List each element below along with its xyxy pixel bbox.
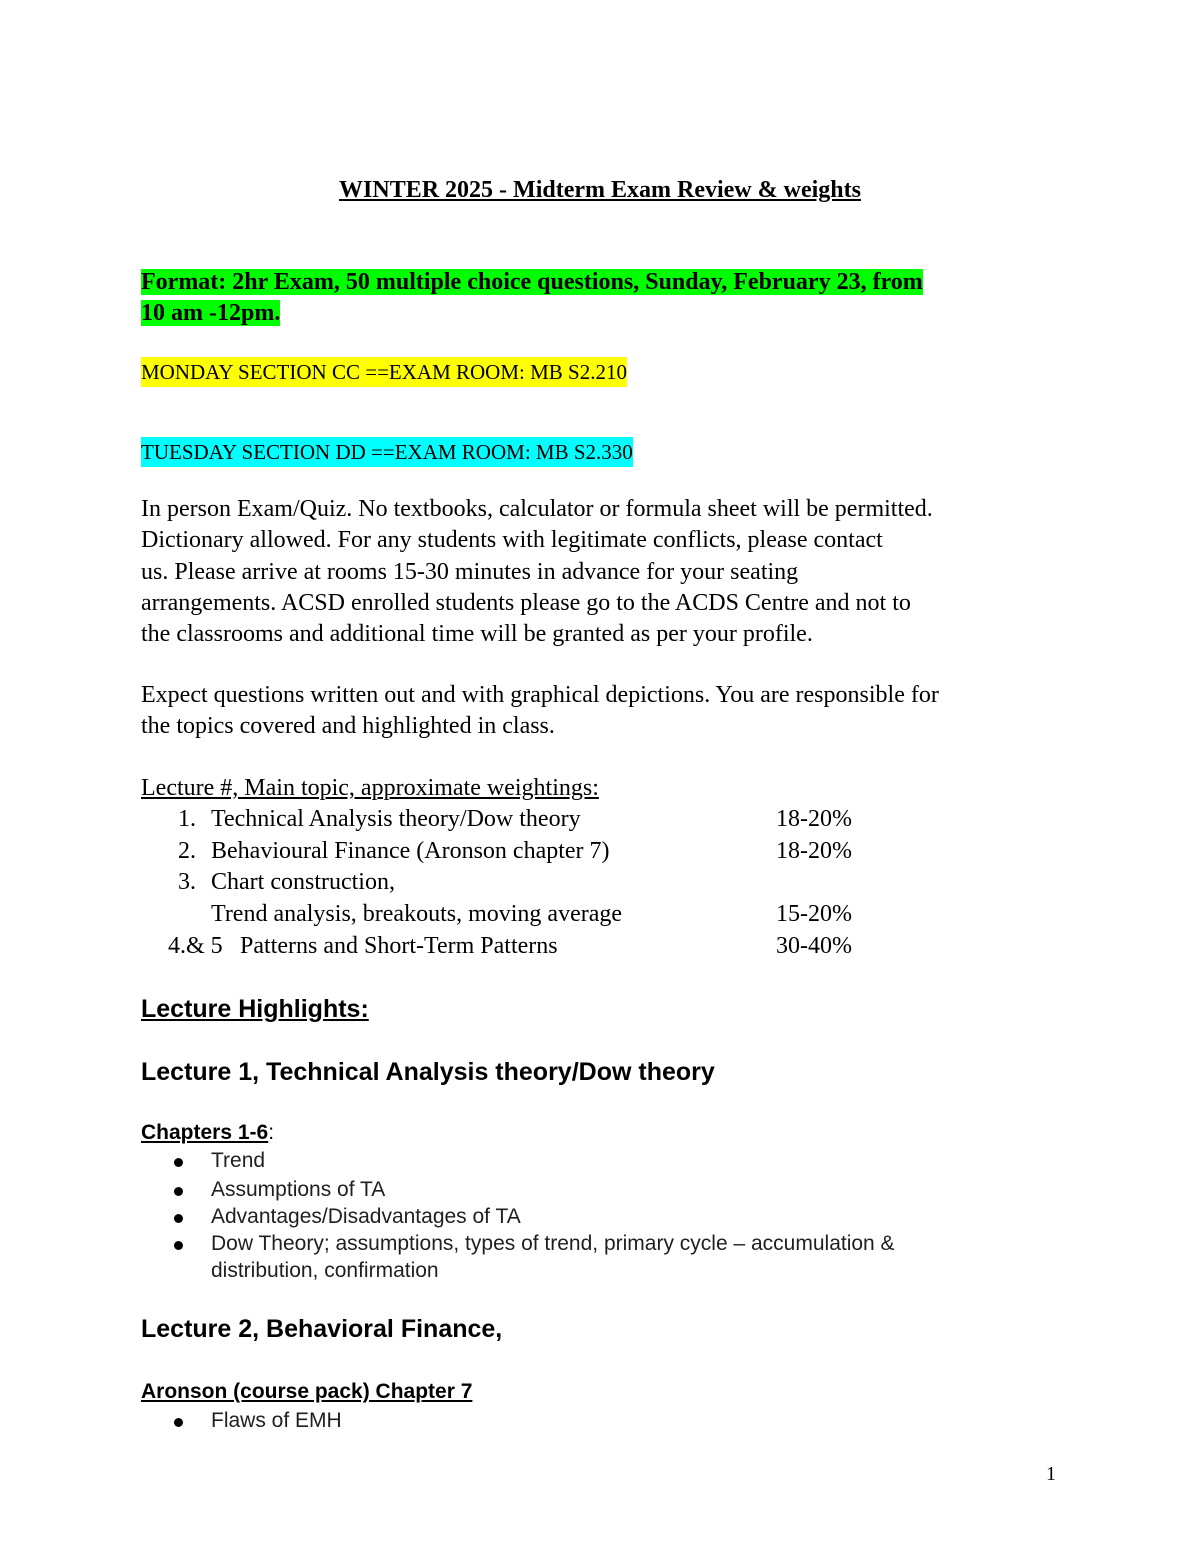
paragraph-line: Expect questions written out and with graphical depictions. You are responsible for — [141, 682, 939, 708]
lecture1-heading: Lecture 1, Technical Analysis theory/Dow theory — [141, 1058, 715, 1086]
weight-pct: 15-20% — [776, 901, 852, 927]
weight-num: 3. — [178, 869, 196, 895]
format-line-2: 10 am -12pm. — [141, 300, 281, 326]
bullet-icon — [174, 1214, 183, 1223]
weight-row — [0, 933, 1200, 964]
weight-topic: Technical Analysis theory/Dow theory — [211, 806, 581, 832]
page-number: 1 — [1046, 1463, 1056, 1485]
bullet-icon — [174, 1241, 183, 1250]
weight-pct: 30-40% — [776, 933, 852, 959]
paragraph-line: Dictionary allowed. For any students with legitimate conflicts, please contact — [141, 527, 883, 554]
bullet-icon — [174, 1158, 183, 1167]
weights-heading: Lecture #, Main topic, approximate weightings: — [141, 775, 599, 801]
weight-row — [0, 869, 1200, 900]
weight-num: 2. — [178, 838, 196, 864]
document-title: WINTER 2025 - Midterm Exam Review & weights — [339, 177, 861, 203]
weight-topic: Patterns and Short-Term Patterns — [240, 933, 558, 959]
format-line-1: Format: 2hr Exam, 50 multiple choice questions, Sunday, February 23, from — [141, 269, 923, 295]
exam-format — [141, 267, 923, 329]
paragraph-line: us. Please arrive at rooms 15-30 minutes in advance for your seating — [141, 558, 799, 585]
lecture1-subheading: Chapters 1-6: — [141, 1121, 275, 1144]
weight-pct: 18-20% — [776, 838, 852, 864]
weight-topic: Behavioural Finance (Aronson chapter 7) — [211, 838, 610, 864]
exam-rules-paragraph — [141, 494, 933, 650]
weight-row — [0, 838, 1200, 869]
paragraph-line: the topics covered and highlighted in class. — [141, 713, 555, 740]
weight-num: 4.& 5 — [168, 933, 223, 959]
highlights-heading: Lecture Highlights: — [141, 995, 369, 1023]
bullet-icon — [174, 1187, 183, 1196]
weight-row — [0, 901, 1200, 932]
weight-topic: Chart construction, — [211, 869, 395, 895]
paragraph-line: the classrooms and additional time will be granted as per your profile. — [141, 621, 813, 648]
weight-topic: Trend analysis, breakouts, moving average — [211, 901, 623, 927]
bullet-icon — [174, 1418, 183, 1427]
lecture2-subheading: Aronson (course pack) Chapter 7 — [141, 1380, 473, 1403]
weight-row — [0, 806, 1200, 837]
paragraph-line: In person Exam/Quiz. No textbooks, calculator or formula sheet will be permitted. — [141, 496, 933, 522]
weight-pct: 18-20% — [776, 806, 852, 832]
lecture2-heading: Lecture 2, Behavioral Finance, — [141, 1315, 503, 1343]
monday-room: MONDAY SECTION CC ==EXAM ROOM: MB S2.210 — [141, 359, 627, 386]
weight-num: 1. — [178, 806, 196, 832]
expectations-paragraph — [141, 680, 939, 743]
tuesday-room: TUESDAY SECTION DD ==EXAM ROOM: MB S2.330 — [141, 439, 633, 466]
paragraph-line: arrangements. ACSD enrolled students please go to the ACDS Centre and not to — [141, 589, 911, 616]
